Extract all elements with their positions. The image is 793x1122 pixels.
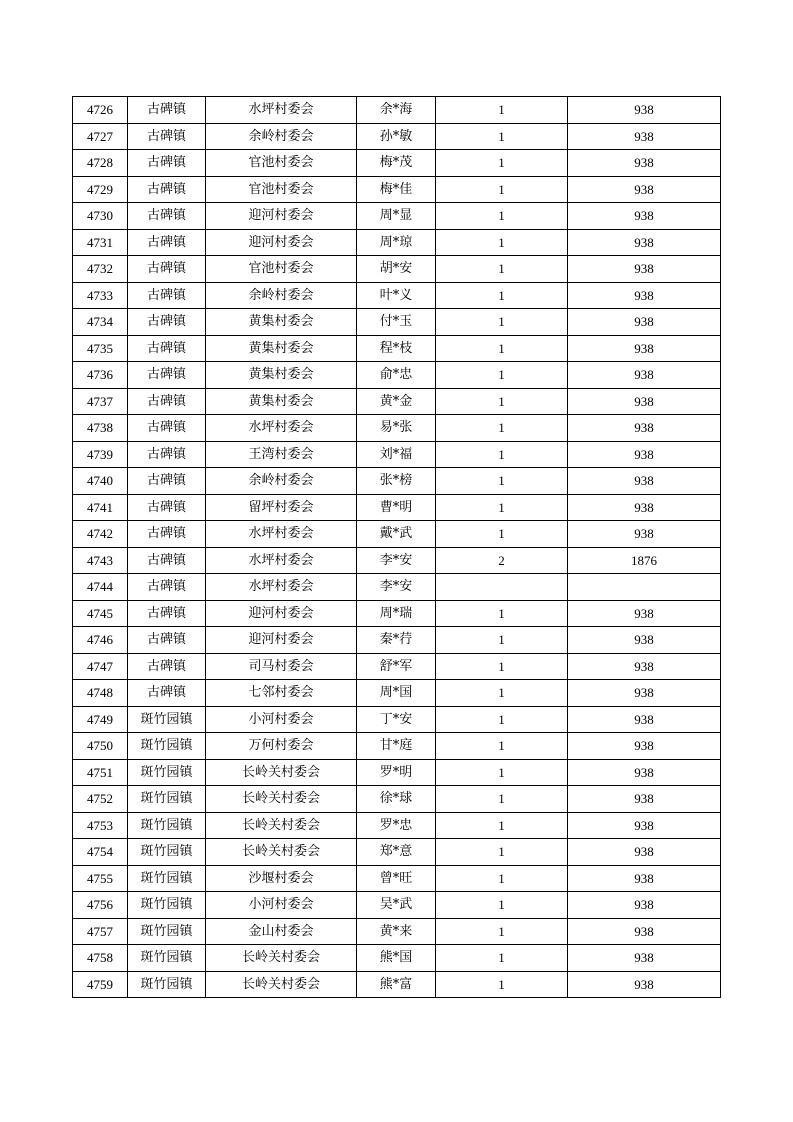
cell-town: 古碑镇 xyxy=(128,494,206,521)
roster-body xyxy=(73,97,721,998)
cell-village: 官池村委会 xyxy=(206,150,357,177)
table-row xyxy=(73,733,721,760)
table-row xyxy=(73,706,721,733)
table-row xyxy=(73,468,721,495)
cell-amount: 938 xyxy=(568,123,721,150)
cell-name: 曹*明 xyxy=(357,494,436,521)
table-row xyxy=(73,600,721,627)
table-row xyxy=(73,653,721,680)
cell-id: 4743 xyxy=(73,547,128,574)
cell-amount: 938 xyxy=(568,335,721,362)
cell-count: 1 xyxy=(436,839,568,866)
cell-name: 曾*旺 xyxy=(357,865,436,892)
cell-name: 周*琼 xyxy=(357,229,436,256)
cell-name: 周*显 xyxy=(357,203,436,230)
cell-id: 4733 xyxy=(73,282,128,309)
table-row xyxy=(73,176,721,203)
cell-count: 1 xyxy=(436,918,568,945)
cell-village: 官池村委会 xyxy=(206,256,357,283)
cell-name: 余*海 xyxy=(357,97,436,124)
cell-amount: 938 xyxy=(568,627,721,654)
cell-village: 金山村委会 xyxy=(206,918,357,945)
cell-town: 古碑镇 xyxy=(128,680,206,707)
cell-amount: 938 xyxy=(568,892,721,919)
cell-name: 梅*茂 xyxy=(357,150,436,177)
cell-name: 梅*佳 xyxy=(357,176,436,203)
cell-town: 斑竹园镇 xyxy=(128,971,206,998)
cell-village: 迎河村委会 xyxy=(206,627,357,654)
cell-id: 4745 xyxy=(73,600,128,627)
cell-town: 斑竹园镇 xyxy=(128,892,206,919)
cell-amount: 938 xyxy=(568,759,721,786)
cell-amount: 938 xyxy=(568,971,721,998)
cell-village: 长岭关村委会 xyxy=(206,945,357,972)
table-row xyxy=(73,971,721,998)
cell-id: 4754 xyxy=(73,839,128,866)
cell-town: 斑竹园镇 xyxy=(128,706,206,733)
cell-name: 程*枝 xyxy=(357,335,436,362)
cell-town: 古碑镇 xyxy=(128,309,206,336)
cell-id: 4740 xyxy=(73,468,128,495)
cell-town: 古碑镇 xyxy=(128,388,206,415)
cell-count: 1 xyxy=(436,176,568,203)
cell-amount: 938 xyxy=(568,494,721,521)
cell-name: 刘*福 xyxy=(357,441,436,468)
cell-town: 斑竹园镇 xyxy=(128,786,206,813)
cell-count: 1 xyxy=(436,812,568,839)
table-row xyxy=(73,415,721,442)
table-row xyxy=(73,229,721,256)
cell-town: 古碑镇 xyxy=(128,97,206,124)
cell-town: 古碑镇 xyxy=(128,627,206,654)
cell-town: 古碑镇 xyxy=(128,441,206,468)
cell-village: 长岭关村委会 xyxy=(206,839,357,866)
cell-name: 罗*明 xyxy=(357,759,436,786)
table-row xyxy=(73,865,721,892)
cell-name: 熊*国 xyxy=(357,945,436,972)
cell-amount: 938 xyxy=(568,282,721,309)
cell-village: 长岭关村委会 xyxy=(206,812,357,839)
cell-amount: 938 xyxy=(568,706,721,733)
cell-name: 黄*来 xyxy=(357,918,436,945)
table-row xyxy=(73,521,721,548)
cell-village: 余岭村委会 xyxy=(206,123,357,150)
cell-id: 4756 xyxy=(73,892,128,919)
cell-id: 4744 xyxy=(73,574,128,601)
table-row xyxy=(73,388,721,415)
cell-count: 1 xyxy=(436,627,568,654)
cell-count: 1 xyxy=(436,971,568,998)
cell-town: 古碑镇 xyxy=(128,415,206,442)
cell-id: 4732 xyxy=(73,256,128,283)
cell-id: 4746 xyxy=(73,627,128,654)
cell-village: 七邻村委会 xyxy=(206,680,357,707)
cell-id: 4729 xyxy=(73,176,128,203)
cell-amount: 938 xyxy=(568,150,721,177)
cell-name: 黄*金 xyxy=(357,388,436,415)
cell-village: 长岭关村委会 xyxy=(206,759,357,786)
cell-id: 4758 xyxy=(73,945,128,972)
cell-name: 吴*武 xyxy=(357,892,436,919)
cell-name: 付*玉 xyxy=(357,309,436,336)
cell-id: 4739 xyxy=(73,441,128,468)
cell-name: 易*张 xyxy=(357,415,436,442)
cell-count: 1 xyxy=(436,733,568,760)
cell-town: 古碑镇 xyxy=(128,547,206,574)
cell-count: 1 xyxy=(436,362,568,389)
cell-town: 古碑镇 xyxy=(128,176,206,203)
table-row xyxy=(73,256,721,283)
cell-village: 官池村委会 xyxy=(206,176,357,203)
cell-id: 4728 xyxy=(73,150,128,177)
cell-id: 4752 xyxy=(73,786,128,813)
cell-amount: 938 xyxy=(568,468,721,495)
cell-count: 1 xyxy=(436,203,568,230)
cell-name: 丁*安 xyxy=(357,706,436,733)
cell-name: 熊*富 xyxy=(357,971,436,998)
cell-count: 1 xyxy=(436,256,568,283)
cell-count: 1 xyxy=(436,865,568,892)
cell-name: 罗*忠 xyxy=(357,812,436,839)
cell-amount: 938 xyxy=(568,362,721,389)
cell-count: 1 xyxy=(436,441,568,468)
cell-town: 古碑镇 xyxy=(128,468,206,495)
cell-amount: 938 xyxy=(568,521,721,548)
cell-town: 斑竹园镇 xyxy=(128,918,206,945)
cell-id: 4749 xyxy=(73,706,128,733)
cell-amount: 938 xyxy=(568,653,721,680)
cell-amount: 938 xyxy=(568,812,721,839)
cell-amount: 938 xyxy=(568,945,721,972)
cell-village: 长岭关村委会 xyxy=(206,786,357,813)
cell-id: 4737 xyxy=(73,388,128,415)
cell-name: 胡*安 xyxy=(357,256,436,283)
cell-count: 1 xyxy=(436,680,568,707)
cell-id: 4741 xyxy=(73,494,128,521)
cell-name: 秦*荇 xyxy=(357,627,436,654)
cell-id: 4750 xyxy=(73,733,128,760)
cell-village: 黄集村委会 xyxy=(206,388,357,415)
cell-village: 迎河村委会 xyxy=(206,203,357,230)
cell-name: 孙*敏 xyxy=(357,123,436,150)
cell-amount: 938 xyxy=(568,176,721,203)
cell-id: 4731 xyxy=(73,229,128,256)
cell-village: 水坪村委会 xyxy=(206,521,357,548)
table-row xyxy=(73,97,721,124)
cell-village: 黄集村委会 xyxy=(206,309,357,336)
cell-count: 1 xyxy=(436,415,568,442)
table-row xyxy=(73,203,721,230)
cell-town: 古碑镇 xyxy=(128,229,206,256)
table-row xyxy=(73,547,721,574)
cell-town: 古碑镇 xyxy=(128,282,206,309)
cell-village: 水坪村委会 xyxy=(206,574,357,601)
cell-town: 斑竹园镇 xyxy=(128,839,206,866)
cell-amount: 938 xyxy=(568,97,721,124)
roster-table xyxy=(72,96,721,998)
table-row xyxy=(73,892,721,919)
cell-village: 水坪村委会 xyxy=(206,547,357,574)
cell-village: 万何村委会 xyxy=(206,733,357,760)
cell-village: 余岭村委会 xyxy=(206,468,357,495)
cell-name: 甘*庭 xyxy=(357,733,436,760)
table-row xyxy=(73,812,721,839)
table-row xyxy=(73,759,721,786)
table-row xyxy=(73,335,721,362)
cell-amount: 938 xyxy=(568,441,721,468)
cell-count: 1 xyxy=(436,786,568,813)
table-row xyxy=(73,309,721,336)
cell-name: 舒*军 xyxy=(357,653,436,680)
cell-id: 4742 xyxy=(73,521,128,548)
cell-amount: 938 xyxy=(568,203,721,230)
cell-id: 4738 xyxy=(73,415,128,442)
cell-amount xyxy=(568,574,721,601)
cell-town: 古碑镇 xyxy=(128,521,206,548)
cell-name: 周*国 xyxy=(357,680,436,707)
cell-amount: 938 xyxy=(568,309,721,336)
cell-town: 古碑镇 xyxy=(128,150,206,177)
table-row xyxy=(73,945,721,972)
cell-id: 4755 xyxy=(73,865,128,892)
cell-village: 余岭村委会 xyxy=(206,282,357,309)
cell-amount: 938 xyxy=(568,865,721,892)
table-row xyxy=(73,150,721,177)
cell-town: 斑竹园镇 xyxy=(128,733,206,760)
cell-town: 古碑镇 xyxy=(128,335,206,362)
cell-village: 水坪村委会 xyxy=(206,415,357,442)
cell-town: 古碑镇 xyxy=(128,123,206,150)
cell-id: 4753 xyxy=(73,812,128,839)
cell-id: 4734 xyxy=(73,309,128,336)
cell-count: 1 xyxy=(436,892,568,919)
cell-id: 4757 xyxy=(73,918,128,945)
cell-name: 周*瑞 xyxy=(357,600,436,627)
cell-amount: 938 xyxy=(568,786,721,813)
table-row xyxy=(73,918,721,945)
cell-id: 4736 xyxy=(73,362,128,389)
cell-name: 徐*球 xyxy=(357,786,436,813)
cell-count: 1 xyxy=(436,521,568,548)
cell-amount: 938 xyxy=(568,256,721,283)
cell-town: 古碑镇 xyxy=(128,203,206,230)
cell-count xyxy=(436,574,568,601)
table-row xyxy=(73,441,721,468)
cell-id: 4727 xyxy=(73,123,128,150)
table-row xyxy=(73,627,721,654)
cell-amount: 938 xyxy=(568,733,721,760)
cell-village: 长岭关村委会 xyxy=(206,971,357,998)
cell-id: 4730 xyxy=(73,203,128,230)
cell-amount: 938 xyxy=(568,680,721,707)
cell-village: 小河村委会 xyxy=(206,706,357,733)
cell-village: 迎河村委会 xyxy=(206,600,357,627)
table-row xyxy=(73,680,721,707)
cell-name: 李*安 xyxy=(357,574,436,601)
cell-id: 4748 xyxy=(73,680,128,707)
cell-name: 叶*义 xyxy=(357,282,436,309)
cell-amount: 938 xyxy=(568,918,721,945)
cell-id: 4747 xyxy=(73,653,128,680)
cell-count: 1 xyxy=(436,229,568,256)
cell-village: 留坪村委会 xyxy=(206,494,357,521)
cell-count: 1 xyxy=(436,150,568,177)
cell-village: 黄集村委会 xyxy=(206,362,357,389)
cell-id: 4735 xyxy=(73,335,128,362)
cell-village: 沙堰村委会 xyxy=(206,865,357,892)
cell-count: 1 xyxy=(436,600,568,627)
cell-count: 1 xyxy=(436,282,568,309)
cell-village: 迎河村委会 xyxy=(206,229,357,256)
cell-village: 水坪村委会 xyxy=(206,97,357,124)
cell-count: 1 xyxy=(436,335,568,362)
cell-town: 斑竹园镇 xyxy=(128,759,206,786)
cell-village: 黄集村委会 xyxy=(206,335,357,362)
cell-name: 郑*意 xyxy=(357,839,436,866)
cell-count: 1 xyxy=(436,388,568,415)
cell-town: 斑竹园镇 xyxy=(128,865,206,892)
cell-count: 1 xyxy=(436,468,568,495)
table-row xyxy=(73,786,721,813)
cell-count: 1 xyxy=(436,945,568,972)
cell-amount: 1876 xyxy=(568,547,721,574)
table-row xyxy=(73,362,721,389)
cell-town: 古碑镇 xyxy=(128,653,206,680)
cell-name: 李*安 xyxy=(357,547,436,574)
cell-amount: 938 xyxy=(568,229,721,256)
cell-name: 俞*忠 xyxy=(357,362,436,389)
table-row xyxy=(73,282,721,309)
table-row xyxy=(73,574,721,601)
cell-count: 1 xyxy=(436,123,568,150)
cell-id: 4759 xyxy=(73,971,128,998)
cell-count: 1 xyxy=(436,653,568,680)
cell-town: 斑竹园镇 xyxy=(128,945,206,972)
table-row xyxy=(73,123,721,150)
cell-amount: 938 xyxy=(568,839,721,866)
cell-count: 2 xyxy=(436,547,568,574)
table-row xyxy=(73,494,721,521)
cell-town: 古碑镇 xyxy=(128,256,206,283)
cell-count: 1 xyxy=(436,494,568,521)
cell-town: 古碑镇 xyxy=(128,362,206,389)
cell-count: 1 xyxy=(436,97,568,124)
cell-name: 张*榜 xyxy=(357,468,436,495)
cell-count: 1 xyxy=(436,706,568,733)
cell-town: 古碑镇 xyxy=(128,600,206,627)
table-row xyxy=(73,839,721,866)
cell-amount: 938 xyxy=(568,388,721,415)
cell-town: 古碑镇 xyxy=(128,574,206,601)
cell-village: 王湾村委会 xyxy=(206,441,357,468)
cell-amount: 938 xyxy=(568,415,721,442)
cell-id: 4751 xyxy=(73,759,128,786)
cell-village: 小河村委会 xyxy=(206,892,357,919)
cell-count: 1 xyxy=(436,759,568,786)
cell-village: 司马村委会 xyxy=(206,653,357,680)
cell-id: 4726 xyxy=(73,97,128,124)
cell-town: 斑竹园镇 xyxy=(128,812,206,839)
cell-name: 戴*武 xyxy=(357,521,436,548)
cell-count: 1 xyxy=(436,309,568,336)
cell-amount: 938 xyxy=(568,600,721,627)
